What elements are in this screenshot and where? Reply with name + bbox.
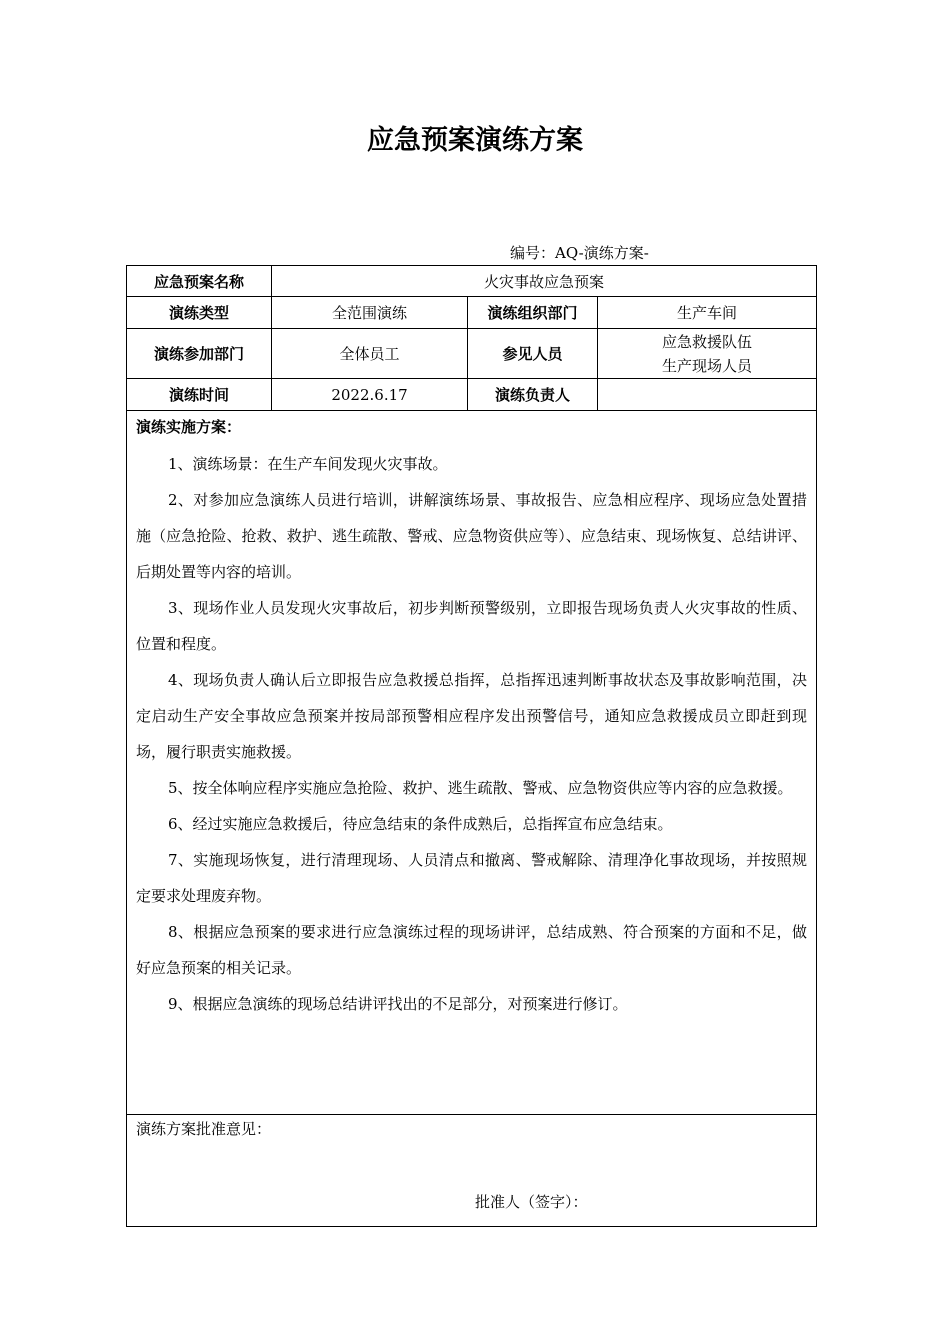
document-title: 应急预案演练方案	[367, 125, 583, 156]
plan-item: 4、现场负责人确认后立即报告应急救援总指挥，总指挥迅速判断事故状态及事故影响范围，决定启动生产安全事故应急预案并按局部预警相应程序发出预警信号，通知应急救援成员立即赶到现场，履行职责实施救援。	[136, 671, 808, 761]
drill-type-value: 全范围演练	[272, 297, 468, 329]
participating-dept-label: 演练参加部门	[127, 329, 272, 379]
drill-leader-label: 演练负责人	[468, 379, 598, 411]
plan-item: 9、根据应急演练的现场总结讲评找出的不足部分，对预案进行修订。	[168, 995, 628, 1013]
plan-item: 3、现场作业人员发现火灾事故后，初步判断预警级别，立即报告现场负责人火灾事故的性质、位置和程度。	[136, 599, 808, 653]
attendees-value	[598, 329, 817, 379]
org-dept-value: 生产车间	[598, 297, 817, 329]
attendees-line: 应急救援队伍	[662, 332, 753, 351]
drill-plan-table	[126, 265, 817, 1227]
implementation-plan-heading: 演练实施方案：	[136, 418, 242, 436]
plan-item: 5、按全体响应程序实施应急抢险、救护、逃生疏散、警戒、应急物资供应等内容的应急救援。	[168, 779, 793, 797]
approval-cell	[127, 1115, 817, 1227]
plan-name-value: 火灾事故应急预案	[272, 266, 817, 297]
implementation-plan-cell	[127, 411, 817, 1115]
table-row	[127, 1115, 817, 1227]
plan-item: 2、对参加应急演练人员进行培训，讲解演练场景、事故报告、应急相应程序、现场应急处置措施（应急抢险、抢救、救护、逃生疏散、警戒、应急物资供应等）、应急结束、现场恢复、总结讲评、后期处置等内容的培训。	[136, 491, 808, 581]
plan-name-label: 应急预案名称	[127, 266, 272, 297]
approval-label: 演练方案批准意见：	[136, 1120, 272, 1138]
approver-signature-label: 批准人（签字）：	[475, 1193, 588, 1211]
drill-time-value: 2022.6.17	[272, 379, 468, 411]
table-row	[127, 329, 817, 379]
drill-time-label: 演练时间	[127, 379, 272, 411]
plan-item: 7、实施现场恢复，进行清理现场、人员清点和撤离、警戒解除、清理净化事故现场，并按照规定要求处理废弃物。	[136, 851, 808, 905]
table-row	[127, 411, 817, 1115]
document-number: 编号：AQ-演练方案-	[510, 244, 649, 262]
plan-item: 8、根据应急预案的要求进行应急演练过程的现场讲评，总结成熟、符合预案的方面和不足，做好应急预案的相关记录。	[136, 923, 808, 977]
attendees-line: 生产现场人员	[662, 356, 753, 375]
plan-item: 6、经过实施应急救援后，待应急结束的条件成熟后，总指挥宣布应急结束。	[168, 815, 673, 833]
drill-type-label: 演练类型	[127, 297, 272, 329]
implementation-plan-items	[136, 446, 807, 1022]
attendees-label: 参见人员	[468, 329, 598, 379]
drill-leader-value	[598, 379, 817, 411]
participating-dept-value: 全体员工	[272, 329, 468, 379]
plan-item: 1、演练场景：在生产车间发现火灾事故。	[168, 455, 448, 473]
table-row	[127, 379, 817, 411]
table-row	[127, 266, 817, 297]
table-row	[127, 297, 817, 329]
org-dept-label: 演练组织部门	[468, 297, 598, 329]
